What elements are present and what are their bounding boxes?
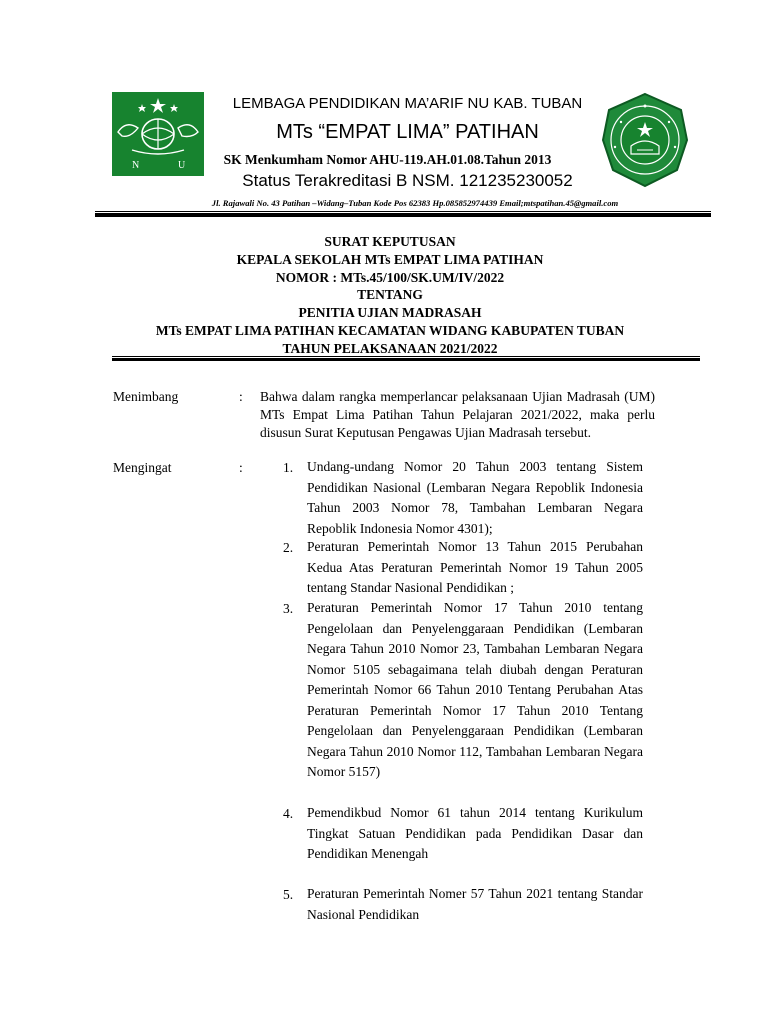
mengingat-colon: : — [239, 460, 243, 475]
nu-emblem-icon — [112, 92, 204, 176]
mengingat-item-number: 5. — [283, 887, 294, 902]
maarif-emblem-icon — [601, 92, 689, 188]
title-line-5: PENITIA UJIAN MADRASAH — [298, 305, 482, 321]
svg-text:N: N — [132, 160, 140, 171]
menimbang-colon: : — [239, 389, 243, 404]
title-line-4: TENTANG — [357, 287, 423, 303]
letterhead-rule-thick — [95, 213, 711, 217]
title-line-2: KEPALA SEKOLAH MTs EMPAT LIMA PATIHAN — [236, 251, 544, 267]
maarif-emblem — [601, 92, 689, 188]
title-line-7: TAHUN PELAKSANAAN 2021/2022 — [282, 340, 498, 356]
institution-name: LEMBAGA PENDIDIKAN MA’ARIF NU KAB. TUBAN — [232, 95, 583, 112]
sk-menkumham: SK Menkumham Nomor AHU-119.AH.01.08.Tahun 2013 — [223, 152, 552, 167]
mengingat-item-number: 3. — [283, 601, 294, 616]
letterhead-rule-thin — [95, 211, 711, 212]
mengingat-item-number: 1. — [283, 460, 294, 475]
menimbang-text: Bahwa dalam rangka memperlancar pelaksanaan Ujian Madrasah (UM) MTs Empat Lima Patihan Tahun Pelajaran 2021/2022, maka perlu disusun Surat Keputusan Pengawas Ujian Madrasah tersebut. — [260, 389, 655, 440]
mengingat-item-number: 2. — [283, 540, 294, 555]
mengingat-item-text: Undang-undang Nomor 20 Tahun 2003 tentang Sistem Pendidikan Nasional (Lembaran Negara Repoblik Indonesia Tahun 2003 Nomor 78, Tambahan Lembaran Negara Repoblik Indonesia Nomor 4301); — [307, 459, 643, 536]
accreditation-status: Status Terakreditasi B NSM. 121235230052 — [242, 171, 573, 190]
title-line-1: SURAT KEPUTUSAN — [324, 234, 456, 249]
school-address: Jl. Rajawali No. 43 Patihan –Widang–Tuban Kode Pos 62383 Hp.085852974439 Email;mtspatihan.45@gmail.com — [211, 198, 619, 208]
mengingat-item-number: 4. — [283, 806, 294, 821]
title-rule-thick — [112, 358, 700, 361]
title-line-6: MTs EMPAT LIMA PATIHAN KECAMATAN WIDANG KABUPATEN TUBAN — [155, 322, 625, 338]
mengingat-item-text: Peraturan Pemerintah Nomor 17 Tahun 2010 tentang Pengelolaan dan Penyelenggaraan Pendidikan (Lembaran Negara Tahun 2010 Nomor 23, Tambahan Lembaran Negara Nomor 5105 sebagaimana telah diubah dengan Peraturan Pemerintah Nomor 66 Tahun 2010 Tentang Perubahan Atas Peraturan Pemerintah Nomor 17 Tahun 2010 Tentang Pengelolaan dan Penyelenggaraan Pendidikan (Lembaran Negara Tahun 2010 Nomor 112, Tambahan Lembaran Negara Nomor 5157) — [307, 600, 643, 779]
title-rule-thin — [112, 356, 700, 357]
mengingat-item-text: Pemendikbud Nomor 61 tahun 2014 tentang Kurikulum Tingkat Satuan Pendidikan pada Pendidikan Dasar dan Pendidikan Menengah — [307, 805, 643, 861]
title-line-3: NOMOR : MTs.45/100/SK.UM/IV/2022 — [275, 269, 505, 285]
nu-logo — [112, 92, 204, 176]
mengingat-item-text: Peraturan Pemerintah Nomor 13 Tahun 2015 Perubahan Kedua Atas Peraturan Pemerintah Nomor 19 Tahun 2005 tentang Standar Nasional Pendidikan ; — [307, 539, 643, 595]
svg-text:U: U — [178, 160, 186, 171]
school-name: MTs “EMPAT LIMA” PATIHAN — [276, 121, 539, 143]
mengingat-label: Mengingat — [113, 460, 172, 475]
decree-title — [105, 233, 675, 358]
menimbang-label: Menimbang — [113, 389, 179, 404]
mengingat-item-text: Peraturan Pemerintah Nomer 57 Tahun 2021 tentang Standar Nasional Pendidikan — [307, 886, 643, 922]
